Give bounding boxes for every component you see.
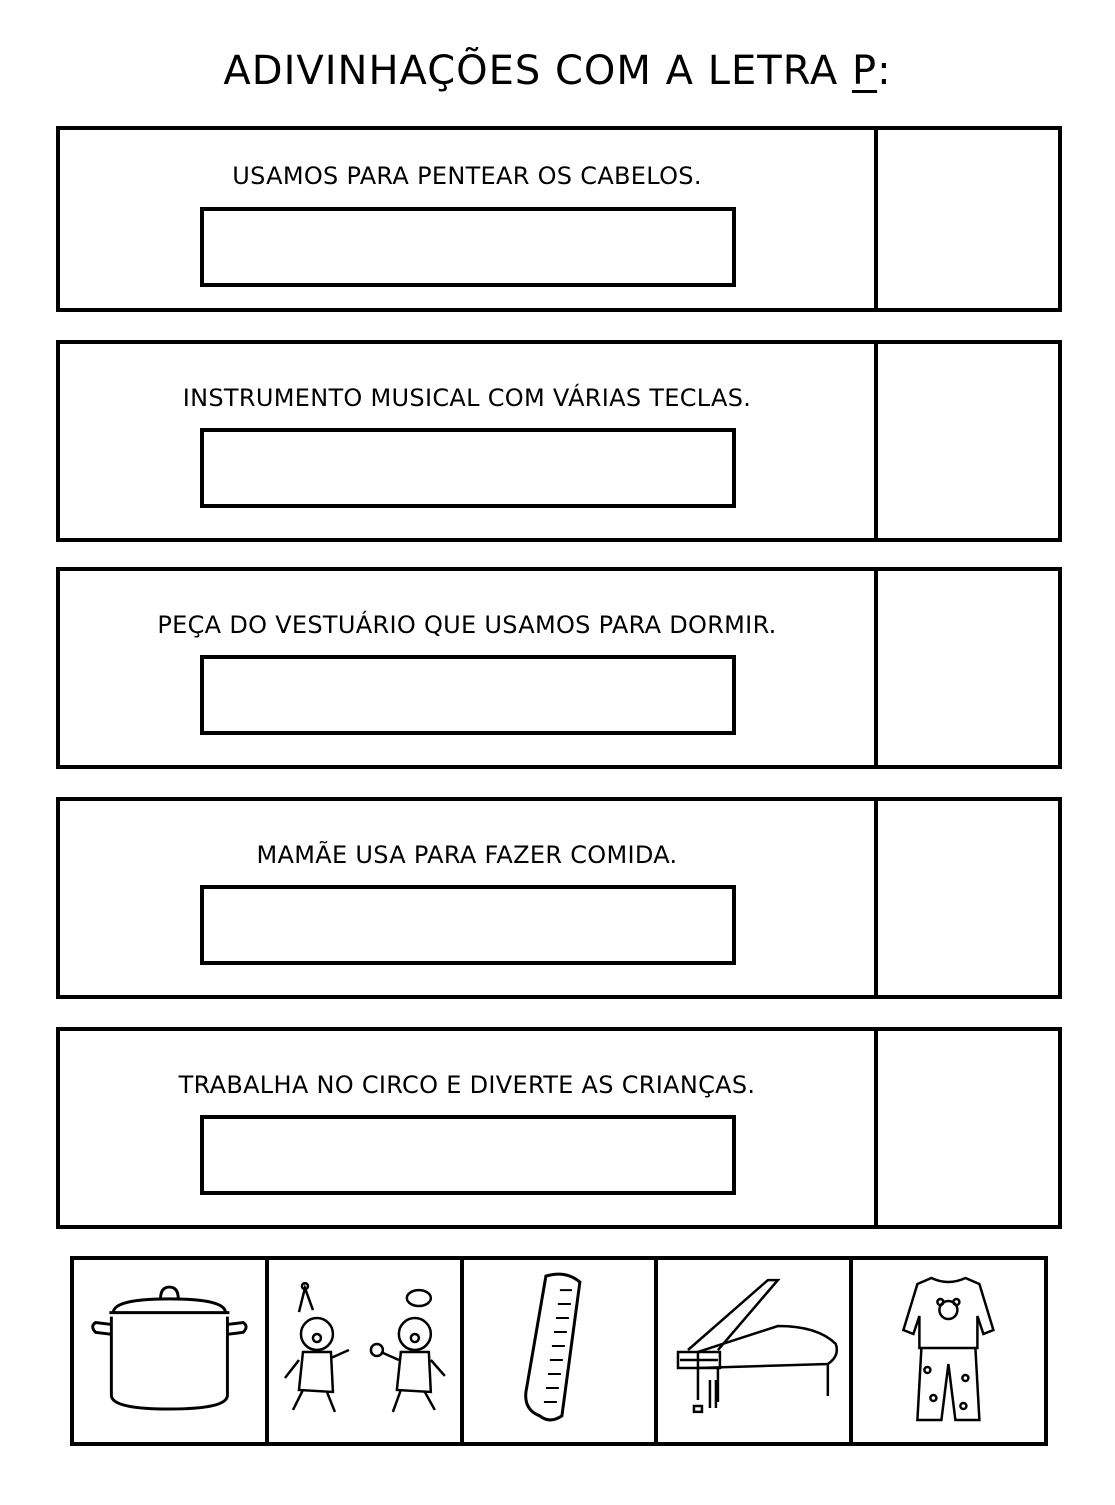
answer-field[interactable] <box>200 207 736 287</box>
drawing-cell[interactable] <box>878 130 1058 308</box>
picture-cell-piano[interactable] <box>654 1260 849 1442</box>
title-letter: P <box>851 48 878 94</box>
riddle-box-3 <box>56 567 1062 769</box>
answer-field[interactable] <box>200 1115 736 1195</box>
picture-cell-pajamas[interactable] <box>849 1260 1044 1442</box>
riddle-question: TRABALHA NO CIRCO E DIVERTE AS CRIANÇAS. <box>178 1071 756 1099</box>
riddle-box-5 <box>56 1027 1062 1229</box>
riddle-question: USAMOS PARA PENTEAR OS CABELOS. <box>232 162 702 190</box>
drawing-cell[interactable] <box>878 571 1058 765</box>
answer-field[interactable] <box>200 428 736 508</box>
riddle-question: MAMÃE USA PARA FAZER COMIDA. <box>256 841 678 869</box>
title-suffix: : <box>877 48 892 94</box>
title-text: ADIVINHAÇÕES COM A LETRA <box>223 48 852 94</box>
riddle-box-4 <box>56 797 1062 999</box>
picture-cell-comb[interactable] <box>460 1260 655 1442</box>
riddle-box-1 <box>56 126 1062 312</box>
riddle-question: PEÇA DO VESTUÁRIO QUE USAMOS PARA DORMIR. <box>157 611 777 639</box>
pot-icon <box>74 1260 265 1442</box>
page-title <box>0 48 1115 94</box>
picture-cell-pot[interactable] <box>74 1260 265 1442</box>
answer-field[interactable] <box>200 655 736 735</box>
riddle-box-2 <box>56 340 1062 542</box>
riddle-question: INSTRUMENTO MUSICAL COM VÁRIAS TECLAS. <box>182 384 752 412</box>
drawing-cell[interactable] <box>878 801 1058 995</box>
picture-cell-clowns[interactable] <box>265 1260 460 1442</box>
picture-strip <box>70 1256 1048 1446</box>
piano-icon <box>658 1260 849 1442</box>
drawing-cell[interactable] <box>878 1031 1058 1225</box>
pajamas-icon <box>853 1260 1044 1442</box>
comb-icon <box>464 1260 655 1442</box>
clowns-icon <box>269 1260 460 1442</box>
drawing-cell[interactable] <box>878 344 1058 538</box>
answer-field[interactable] <box>200 885 736 965</box>
